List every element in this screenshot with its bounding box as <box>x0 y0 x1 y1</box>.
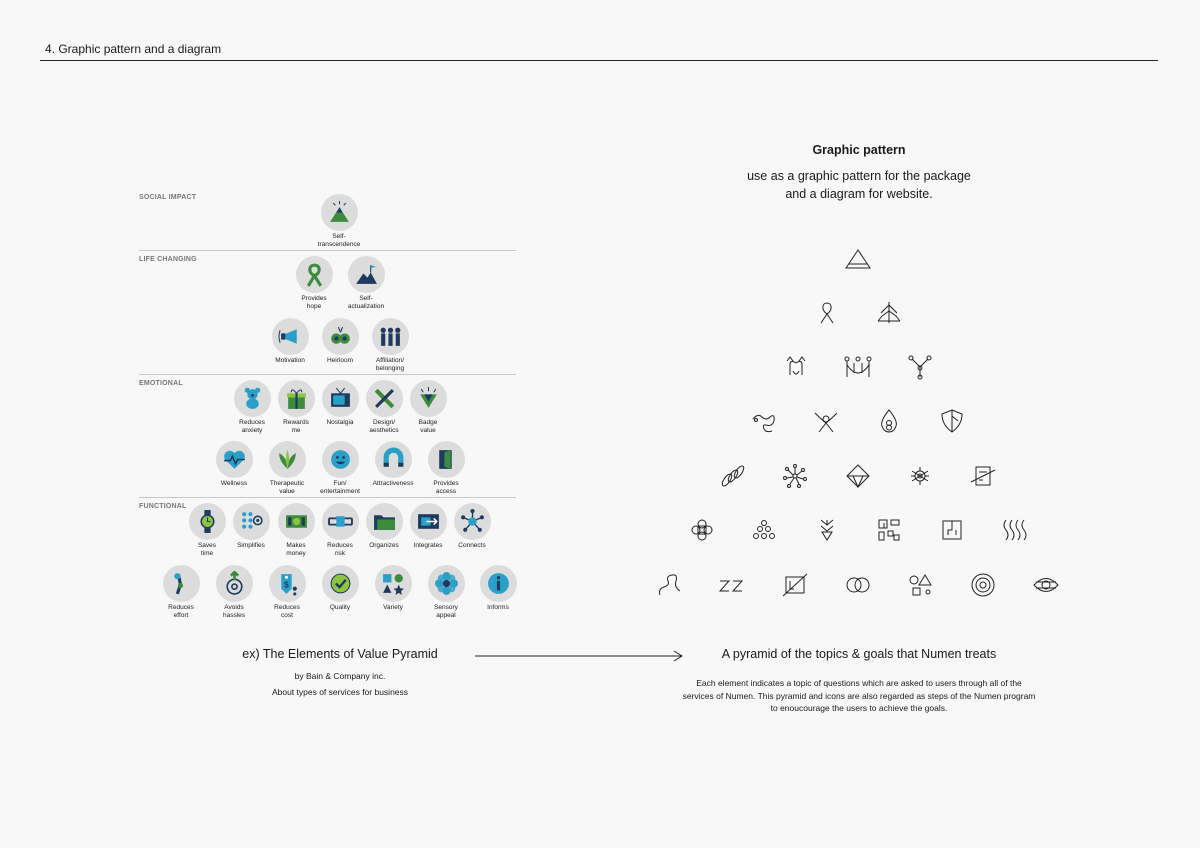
value-element-label: Therapeutic value <box>269 480 305 495</box>
value-element-label: Connects <box>458 542 486 549</box>
value-element-label: Reduces cost <box>274 604 300 619</box>
value-pyramid-title: ex) The Elements of Value Pyramid <box>242 647 438 661</box>
value-element-label: Provides hope <box>301 295 327 310</box>
value-element-label: Self- actualization <box>347 295 385 310</box>
value-element-label: Self- transcendence <box>317 233 361 248</box>
value-element <box>299 194 379 248</box>
waves-icon <box>1000 516 1028 544</box>
graphic-pattern-title: Graphic pattern <box>812 143 906 157</box>
triangle-icon <box>844 245 872 273</box>
section-divider <box>139 250 516 251</box>
value-element-label: Organizes <box>369 542 399 549</box>
ovals-icon <box>719 462 747 490</box>
gear-icon <box>906 462 934 490</box>
section-emotional: EMOTIONAL <box>139 380 183 387</box>
zz-icon <box>717 571 745 599</box>
value-element-label: Badge value <box>418 419 438 434</box>
value-element <box>432 503 512 550</box>
value-element <box>388 380 468 434</box>
branch-icon <box>906 353 934 381</box>
sparkle-icon <box>781 462 809 490</box>
numen-pyramid-title: A pyramid of the topics & goals that Numen treats <box>721 647 997 661</box>
loop-icon <box>813 299 841 327</box>
info-icon <box>480 565 517 602</box>
network-icon <box>454 503 491 540</box>
section-divider <box>139 497 516 498</box>
value-element-label: Variety <box>383 604 403 611</box>
value-element <box>406 441 486 495</box>
value-element-label: Makes money <box>286 542 306 557</box>
stack-arrow-icon <box>813 516 841 544</box>
door-icon <box>428 441 465 478</box>
mountain-sun-icon <box>321 194 358 231</box>
value-element <box>458 565 538 612</box>
shield-icon <box>938 407 966 435</box>
wave-icon <box>750 407 778 435</box>
value-element-label: Avoids hassles <box>222 604 246 619</box>
mixed-shapes-icon <box>907 571 935 599</box>
value-element-label: Reduces effort <box>168 604 194 619</box>
value-element-label: Wellness <box>220 480 248 487</box>
bridge-icon <box>844 353 872 381</box>
section-functional: FUNCTIONAL <box>139 503 187 510</box>
badge-gem-icon <box>410 380 447 417</box>
value-element-label: Fun/ entertainment <box>320 480 360 495</box>
grid-icon <box>875 516 903 544</box>
figure-icon <box>812 407 840 435</box>
page-header: 4. Graphic pattern and a diagram <box>45 42 222 56</box>
tree-icon <box>875 299 903 327</box>
diamond-icon <box>844 462 872 490</box>
value-element-label: Saves time <box>197 542 217 557</box>
value-element-label: Heirloom <box>326 357 353 364</box>
value-element-label: Motivation <box>275 357 305 364</box>
clover-icon <box>688 516 716 544</box>
dots-icon <box>750 516 778 544</box>
svg-text:$: $ <box>283 579 289 590</box>
square-maze-icon <box>938 516 966 544</box>
value-pyramid-by: by Bain & Company inc. <box>294 671 386 681</box>
value-element-label: Affiliation/ belonging <box>375 357 405 372</box>
people-group-icon <box>372 318 409 355</box>
value-element <box>326 256 406 310</box>
squiggle-icon <box>656 571 684 599</box>
value-element-label: Design/ aesthetics <box>369 419 399 434</box>
rings-icon <box>844 571 872 599</box>
section-life-changing: LIFE CHANGING <box>139 256 197 263</box>
value-element-label: Attractiveness <box>372 480 414 487</box>
slash-box-icon <box>781 571 809 599</box>
value-pyramid-about: About types of services for business <box>271 687 409 697</box>
arrow-right-icon <box>475 650 685 662</box>
value-element-label: Reduces anxiety <box>239 419 265 434</box>
value-element-label: Quality <box>329 604 351 611</box>
value-element <box>350 318 430 372</box>
value-pyramid-caption <box>210 647 470 697</box>
numen-pyramid-description: Each element indicates a topic of questions which are asked to users through all of the services of Numen. This pyramid and icons are also regarded as steps of the Numen program to enoucourage the users to achieve the goals. <box>682 678 1036 713</box>
value-element-label: Nostalgia <box>326 419 354 426</box>
header-rule <box>40 60 1158 61</box>
target-icon <box>969 571 997 599</box>
value-element-label: Reduces risk <box>327 542 353 557</box>
value-element-label: Informs <box>487 604 509 611</box>
summit-flag-icon <box>348 256 385 293</box>
value-element-label: Simplifies <box>237 542 265 549</box>
eye-icon <box>1032 571 1060 599</box>
drop-icon <box>875 407 903 435</box>
value-element-label: Provides access <box>433 480 459 495</box>
value-element-label: Rewards me <box>283 419 309 434</box>
double-arrow-icon <box>782 353 810 381</box>
value-element-label: Sensory appeal <box>434 604 458 619</box>
diagonal-icon <box>969 462 997 490</box>
graphic-pattern-subtitle: use as a graphic pattern for the package and a diagram for website. <box>747 169 971 201</box>
section-divider <box>139 374 516 375</box>
section-social-impact: SOCIAL IMPACT <box>139 194 197 201</box>
value-element-label: Integrates <box>413 542 443 549</box>
